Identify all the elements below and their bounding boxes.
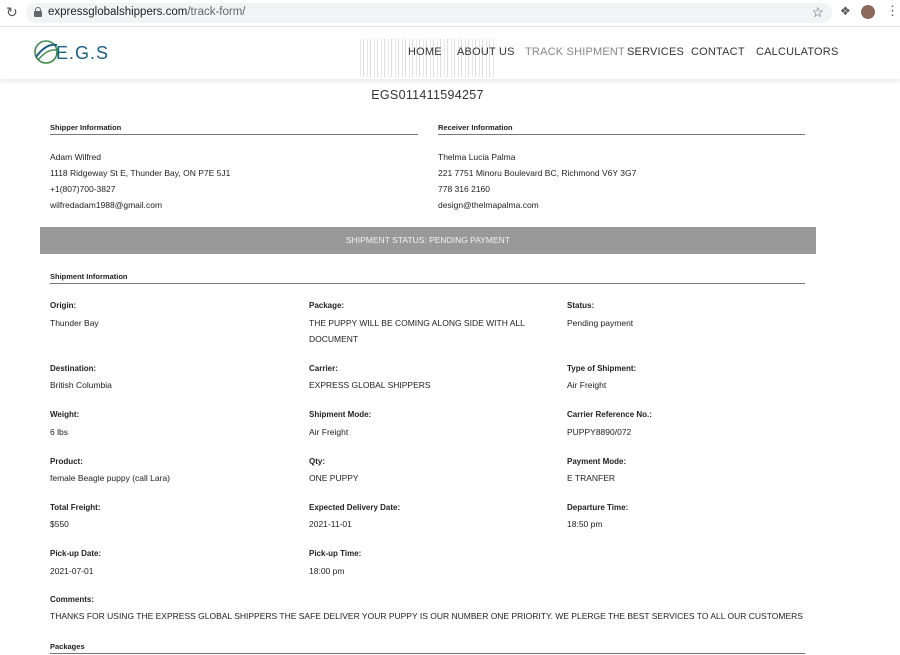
shipper-email: wilfredadam1988@gmail.com — [50, 200, 163, 210]
receiver-email: design@thelmapalma.com — [438, 200, 539, 210]
status-value: Pending payment — [567, 318, 634, 328]
package-value: THE PUPPY WILL BE COMING ALONG SIDE WITH ALL — [309, 318, 525, 328]
shipper-name: Adam Wilfred — [50, 152, 102, 162]
comments-value: THANKS FOR USING THE EXPRESS GLOBAL SHIPPERS THE SAFE DELIVER YOUR PUPPY IS OUR NUMBER ONE PRIORITY. WE PLERGE THE BEST SERVICES TO ALL OUR CUSTOMERS — [50, 611, 803, 621]
url-text[interactable]: expressglobalshippers.com/track-form/ — [48, 6, 246, 18]
destination-value: British Columbia — [50, 380, 112, 390]
carrier-label: Carrier: — [309, 364, 338, 373]
receiver-name: Thelma Lucia Palma — [438, 152, 516, 162]
shipment-mode-label: Shipment Mode: — [309, 410, 372, 419]
payment-mode-label: Payment Mode: — [567, 457, 627, 466]
profile-avatar[interactable] — [861, 5, 875, 19]
packages-divider — [50, 653, 805, 654]
departure-time-label: Departure Time: — [567, 503, 629, 512]
nav-track-shipment[interactable]: TRACK SHIPMENT — [525, 46, 625, 58]
expected-delivery-value: 2021-11-01 — [309, 519, 352, 529]
address-bar[interactable] — [26, 3, 832, 23]
carrier-value: EXPRESS GLOBAL SHIPPERS — [309, 380, 431, 390]
carrier-reference-label: Carrier Reference No.: — [567, 410, 652, 419]
pickup-time-label: Pick-up Time: — [309, 549, 362, 558]
shipment-mode-value: Air Freight — [309, 427, 349, 437]
expected-delivery-label: Expected Delivery Date: — [309, 503, 401, 512]
shipment-divider — [50, 283, 805, 284]
site-header — [0, 27, 900, 79]
weight-label: Weight: — [50, 410, 80, 419]
packages-heading: Packages — [50, 642, 85, 651]
pickup-date-label: Pick-up Date: — [50, 549, 102, 558]
shipper-address: 1118 Ridgeway St E, Thunder Bay, ON P7E 5J1 — [50, 168, 231, 178]
receiver-divider — [438, 134, 805, 135]
comments-label: Comments: — [50, 595, 95, 604]
total-freight-label: Total Freight: — [50, 503, 101, 512]
receiver-phone: 778 316 2160 — [438, 184, 490, 194]
departure-time-value: 18:50 pm — [567, 519, 603, 529]
logo-text: E.G.S — [56, 43, 110, 63]
shipment-status-banner: SHIPMENT STATUS: PENDING PAYMENT — [40, 227, 816, 254]
package-value-cont: DOCUMENT — [309, 334, 359, 344]
receiver-info-heading: Receiver Information — [438, 123, 513, 132]
nav-about-us[interactable]: ABOUT US — [457, 46, 515, 58]
pickup-date-value: 2021-07-01 — [50, 566, 94, 576]
qty-value: ONE PUPPY — [309, 473, 359, 483]
carrier-reference-value: PUPPY8890/072 — [567, 427, 632, 437]
origin-value: Thunder Bay — [50, 318, 99, 328]
destination-label: Destination: — [50, 364, 97, 373]
pickup-time-value: 18:00 pm — [309, 566, 345, 576]
product-label: Product: — [50, 457, 83, 466]
globe-logo-icon — [34, 39, 58, 65]
nav-services[interactable]: SERVICES — [627, 46, 685, 58]
nav-home[interactable]: HOME — [408, 46, 442, 58]
nav-contact[interactable]: CONTACT — [691, 46, 745, 58]
payment-mode-value: E TRANFER — [567, 473, 616, 483]
lock-icon — [34, 7, 42, 17]
weight-value: 6 lbs — [50, 427, 68, 437]
product-value: female Beagle puppy (call Lara) — [50, 473, 171, 483]
qty-label: Qty: — [309, 457, 325, 466]
package-label: Package: — [309, 301, 345, 310]
shipment-type-value: Air Freight — [567, 380, 607, 390]
shipper-phone: +1(807)700-3827 — [50, 184, 116, 194]
shipment-info-heading: Shipment Information — [50, 272, 128, 281]
bookmark-star-icon[interactable]: ☆ — [811, 4, 824, 20]
reload-icon[interactable]: ↻ — [6, 4, 18, 20]
nav-calculators[interactable]: CALCULATORS — [756, 46, 839, 58]
extensions-puzzle-icon[interactable]: ❖ — [840, 4, 851, 18]
status-label: Status: — [567, 301, 595, 310]
kebab-menu-icon[interactable]: ⋮ — [886, 3, 899, 18]
receiver-address: 221 7751 Minoru Boulevard BC, Richmond V6Y 3G7 — [438, 168, 637, 178]
total-freight-value: $550 — [50, 519, 69, 529]
shipment-type-label: Type of Shipment: — [567, 364, 637, 373]
tracking-number: EGS011411594257 — [371, 88, 484, 102]
shipper-info-heading: Shipper Information — [50, 123, 122, 132]
origin-label: Origin: — [50, 301, 77, 310]
shipper-divider — [50, 134, 418, 135]
browser-toolbar — [0, 0, 900, 27]
